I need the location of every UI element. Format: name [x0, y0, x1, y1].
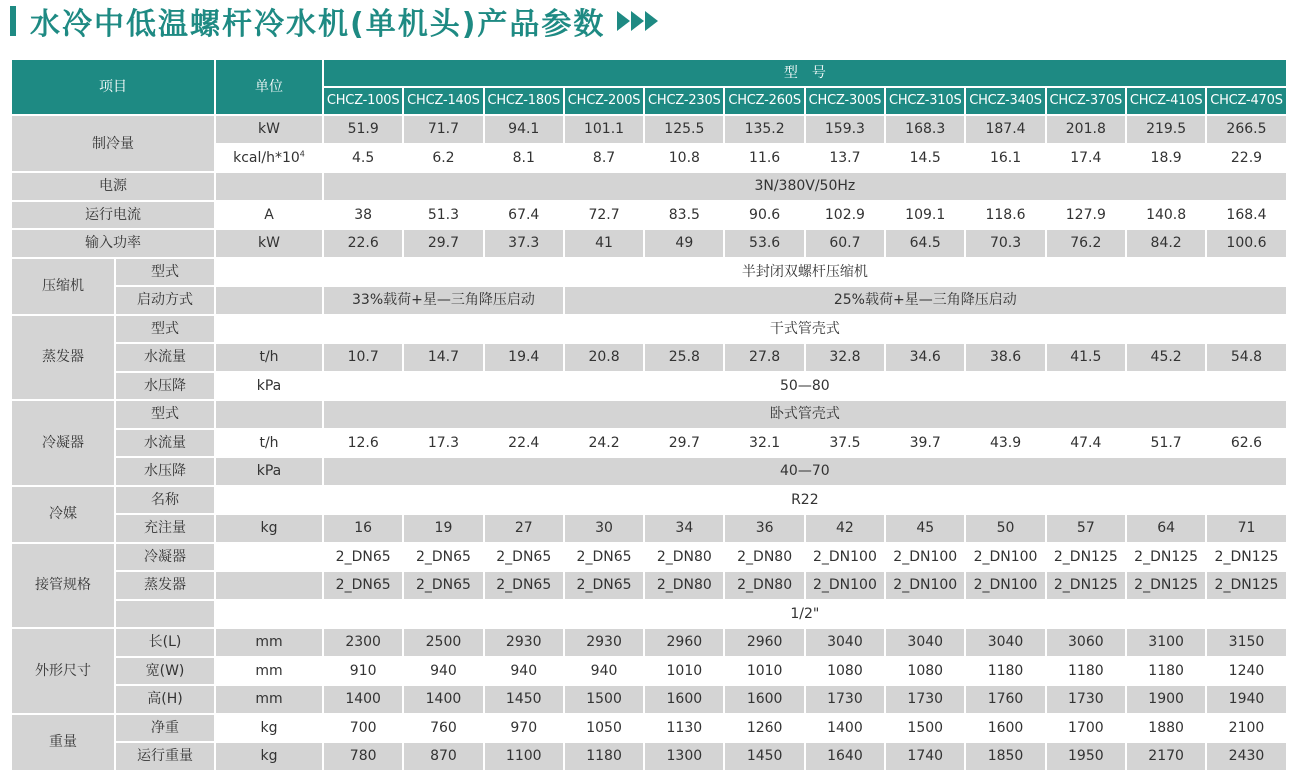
refrigerant-label: 冷媒 — [11, 486, 115, 543]
weight-net-cell: 1600 — [965, 714, 1045, 743]
condenser-flow-cell: 62.6 — [1206, 429, 1286, 458]
piping-cond-cell: 2_DN65 — [323, 543, 403, 572]
condenser-flow-unit: t/h — [215, 429, 323, 458]
current-cell: 72.7 — [564, 201, 644, 230]
dimensions-height-unit: mm — [215, 685, 323, 714]
dimensions-length-cell: 2500 — [403, 628, 483, 657]
refrigerant-charge-label: 充注量 — [115, 514, 215, 543]
condenser-flow-cell: 29.7 — [644, 429, 724, 458]
current-cell: 51.3 — [403, 201, 483, 230]
input-power-cell: 22.6 — [323, 229, 403, 258]
dimensions-height-cell: 1940 — [1206, 685, 1286, 714]
current-cell: 90.6 — [724, 201, 804, 230]
refrigerant-charge-cell: 45 — [885, 514, 965, 543]
compressor-start-label: 启动方式 — [115, 286, 215, 315]
weight-net-cell: 2100 — [1206, 714, 1286, 743]
model-header-cell: CHCZ-230S — [644, 87, 724, 115]
dimensions-height-cell: 1400 — [323, 685, 403, 714]
refrigerant-charge-cell: 42 — [805, 514, 885, 543]
title-accent-bar — [10, 6, 16, 36]
piping-cond-cell: 2_DN100 — [885, 543, 965, 572]
model-header-cell: CHCZ-100S — [323, 87, 403, 115]
dimensions-length-cell: 3040 — [885, 628, 965, 657]
compressor-start-unit — [215, 286, 323, 315]
condenser-flow-cell: 43.9 — [965, 429, 1045, 458]
piping-evap-cell: 2_DN125 — [1126, 571, 1206, 600]
dimensions-length-cell: 2300 — [323, 628, 403, 657]
condenser-flow-cell: 22.4 — [484, 429, 564, 458]
piping-cond-cell: 2_DN125 — [1206, 543, 1286, 572]
evaporator-flow-cell: 32.8 — [805, 343, 885, 372]
evaporator-flow-cell: 20.8 — [564, 343, 644, 372]
input-power-cell: 41 — [564, 229, 644, 258]
evaporator-flow-cell: 34.6 — [885, 343, 965, 372]
refrigerant-charge-cell: 27 — [484, 514, 564, 543]
condenser-flow-cell: 32.1 — [724, 429, 804, 458]
cooling-kw-cell: 159.3 — [805, 115, 885, 144]
input-power-cell: 76.2 — [1046, 229, 1126, 258]
refrigerant-charge-cell: 16 — [323, 514, 403, 543]
evaporator-flow-cell: 14.7 — [403, 343, 483, 372]
condenser-drop-value: 40—70 — [323, 457, 1287, 486]
weight-run-cell: 1450 — [724, 742, 804, 771]
current-cell: 38 — [323, 201, 403, 230]
cooling-kcal-cell: 10.8 — [644, 144, 724, 173]
weight-run-cell: 1740 — [885, 742, 965, 771]
dimensions-width-cell: 1010 — [644, 657, 724, 686]
weight-net-cell: 1880 — [1126, 714, 1206, 743]
cooling-kcal-cell: 14.5 — [885, 144, 965, 173]
dimensions-width-cell: 1240 — [1206, 657, 1286, 686]
dimensions-length-cell: 2960 — [724, 628, 804, 657]
model-header-cell: CHCZ-260S — [724, 87, 804, 115]
cooling-kcal-cell: 4.5 — [323, 144, 403, 173]
dimensions-height-cell: 1730 — [885, 685, 965, 714]
dimensions-length-label: 长(L) — [115, 628, 215, 657]
piping-evap-cell: 2_DN65 — [323, 571, 403, 600]
condenser-flow-label: 水流量 — [115, 429, 215, 458]
evaporator-flow-cell: 27.8 — [724, 343, 804, 372]
weight-net-cell: 970 — [484, 714, 564, 743]
dimensions-height-cell: 1730 — [1046, 685, 1126, 714]
dimensions-height-cell: 1730 — [805, 685, 885, 714]
dimensions-width-cell: 910 — [323, 657, 403, 686]
model-header-cell: CHCZ-370S — [1046, 87, 1126, 115]
input-power-cell: 49 — [644, 229, 724, 258]
dimensions-width-cell: 940 — [564, 657, 644, 686]
condenser-label: 冷凝器 — [11, 400, 115, 486]
evaporator-flow-cell: 19.4 — [484, 343, 564, 372]
weight-run-unit: kg — [215, 742, 323, 771]
condenser-flow-cell: 47.4 — [1046, 429, 1126, 458]
compressor-start-a: 33%载荷+星—三角降压启动 — [323, 286, 564, 315]
current-cell: 140.8 — [1126, 201, 1206, 230]
piping-evap-cell: 2_DN125 — [1046, 571, 1126, 600]
refrigerant-charge-cell: 57 — [1046, 514, 1126, 543]
condenser-type-label: 型式 — [115, 400, 215, 429]
condenser-flow-cell: 17.3 — [403, 429, 483, 458]
condenser-flow-cell: 39.7 — [885, 429, 965, 458]
cooling-kcal-cell: 17.4 — [1046, 144, 1126, 173]
cooling-kw-unit: kW — [215, 115, 323, 144]
cooling-kw-cell: 94.1 — [484, 115, 564, 144]
compressor-type-unit — [215, 258, 323, 287]
input-power-cell: 29.7 — [403, 229, 483, 258]
current-cell: 109.1 — [885, 201, 965, 230]
dimensions-height-cell: 1600 — [644, 685, 724, 714]
piping-evap-cell: 2_DN65 — [484, 571, 564, 600]
dimensions-length-unit: mm — [215, 628, 323, 657]
condenser-type-unit — [215, 400, 323, 429]
condenser-flow-cell: 37.5 — [805, 429, 885, 458]
dimensions-width-cell: 1180 — [965, 657, 1045, 686]
model-header-cell: CHCZ-340S — [965, 87, 1045, 115]
weight-net-unit: kg — [215, 714, 323, 743]
header-unit: 单位 — [215, 59, 323, 115]
cooling-kw-cell: 125.5 — [644, 115, 724, 144]
evaporator-type-value: 干式管壳式 — [323, 315, 1287, 344]
input-power-cell: 37.3 — [484, 229, 564, 258]
weight-run-cell: 1180 — [564, 742, 644, 771]
input-power-cell: 70.3 — [965, 229, 1045, 258]
weight-run-cell: 1640 — [805, 742, 885, 771]
refrigerant-name-value: R22 — [323, 486, 1287, 515]
evaporator-flow-unit: t/h — [215, 343, 323, 372]
piping-cond-cell: 2_DN65 — [564, 543, 644, 572]
dimensions-width-cell: 1080 — [885, 657, 965, 686]
piping-evap-unit — [215, 571, 323, 600]
dimensions-height-cell: 1450 — [484, 685, 564, 714]
evaporator-flow-label: 水流量 — [115, 343, 215, 372]
cooling-kw-cell: 187.4 — [965, 115, 1045, 144]
dimensions-height-cell: 1600 — [724, 685, 804, 714]
current-cell: 168.4 — [1206, 201, 1286, 230]
spec-table — [10, 58, 1288, 772]
dimensions-height-cell: 1900 — [1126, 685, 1206, 714]
weight-run-cell: 1100 — [484, 742, 564, 771]
input-power-unit: kW — [215, 229, 323, 258]
current-cell: 67.4 — [484, 201, 564, 230]
cooling-kw-cell: 51.9 — [323, 115, 403, 144]
piping-cond-cell: 2_DN125 — [1126, 543, 1206, 572]
refrigerant-name-label: 名称 — [115, 486, 215, 515]
refrigerant-name-unit — [215, 486, 323, 515]
page-title-bar — [10, 0, 659, 42]
cooling-kcal-cell: 16.1 — [965, 144, 1045, 173]
cooling-kw-cell: 71.7 — [403, 115, 483, 144]
condenser-type-value: 卧式管壳式 — [323, 400, 1287, 429]
evaporator-flow-cell: 54.8 — [1206, 343, 1286, 372]
weight-run-cell: 1300 — [644, 742, 724, 771]
input-power-cell: 100.6 — [1206, 229, 1286, 258]
refrigerant-charge-cell: 34 — [644, 514, 724, 543]
cooling-kcal-cell: 11.6 — [724, 144, 804, 173]
dimensions-height-cell: 1400 — [403, 685, 483, 714]
dimensions-length-cell: 3060 — [1046, 628, 1126, 657]
current-cell: 102.9 — [805, 201, 885, 230]
header-item: 项目 — [11, 59, 215, 115]
dimensions-width-cell: 940 — [484, 657, 564, 686]
dimensions-length-cell: 3100 — [1126, 628, 1206, 657]
cooling-kw-cell: 135.2 — [724, 115, 804, 144]
weight-net-cell: 1260 — [724, 714, 804, 743]
dimensions-length-cell: 3040 — [805, 628, 885, 657]
input-power-cell: 64.5 — [885, 229, 965, 258]
piping-evap-cell: 2_DN80 — [724, 571, 804, 600]
weight-label: 重量 — [11, 714, 115, 771]
dimensions-length-cell: 3150 — [1206, 628, 1286, 657]
weight-net-cell: 1050 — [564, 714, 644, 743]
condenser-flow-cell: 24.2 — [564, 429, 644, 458]
cooling-kw-cell: 168.3 — [885, 115, 965, 144]
piping-cond-cell: 2_DN125 — [1046, 543, 1126, 572]
weight-net-cell: 1500 — [885, 714, 965, 743]
dimensions-length-cell: 2960 — [644, 628, 724, 657]
piping-cond-cell: 2_DN80 — [644, 543, 724, 572]
piping-evap-cell: 2_DN65 — [564, 571, 644, 600]
dimensions-label: 外形尺寸 — [11, 628, 115, 714]
cooling-kcal-cell: 8.1 — [484, 144, 564, 173]
model-header-cell: CHCZ-410S — [1126, 87, 1206, 115]
piping-evap-label: 蒸发器 — [115, 571, 215, 600]
weight-run-cell: 2430 — [1206, 742, 1286, 771]
current-cell: 118.6 — [965, 201, 1045, 230]
evaporator-flow-cell: 38.6 — [965, 343, 1045, 372]
current-unit: A — [215, 201, 323, 230]
refrigerant-charge-cell: 64 — [1126, 514, 1206, 543]
power-supply-unit — [215, 172, 323, 201]
dimensions-length-cell: 2930 — [564, 628, 644, 657]
dimensions-width-cell: 1080 — [805, 657, 885, 686]
piping-cond-cell: 2_DN100 — [965, 543, 1045, 572]
weight-run-cell: 870 — [403, 742, 483, 771]
condenser-drop-unit: kPa — [215, 457, 323, 486]
compressor-type-value: 半封闭双螺杆压缩机 — [323, 258, 1287, 287]
model-header-cell: CHCZ-310S — [885, 87, 965, 115]
weight-run-label: 运行重量 — [115, 742, 215, 771]
refrigerant-charge-cell: 36 — [724, 514, 804, 543]
refrigerant-charge-cell: 71 — [1206, 514, 1286, 543]
evaporator-type-unit — [215, 315, 323, 344]
cooling-kcal-cell: 8.7 — [564, 144, 644, 173]
page-title: 水冷中低温螺杆冷水机(单机头)产品参数 — [30, 7, 606, 42]
evaporator-drop-label: 水压降 — [115, 372, 215, 401]
dimensions-width-unit: mm — [215, 657, 323, 686]
piping-cond-label: 冷凝器 — [115, 543, 215, 572]
weight-run-cell: 1850 — [965, 742, 1045, 771]
dimensions-width-cell: 1180 — [1046, 657, 1126, 686]
refrigerant-charge-cell: 50 — [965, 514, 1045, 543]
condenser-drop-label: 水压降 — [115, 457, 215, 486]
condenser-flow-cell: 51.7 — [1126, 429, 1206, 458]
evaporator-flow-cell: 10.7 — [323, 343, 403, 372]
spec-table-wrapper — [10, 58, 1286, 772]
current-cell: 127.9 — [1046, 201, 1126, 230]
model-header-cell: CHCZ-140S — [403, 87, 483, 115]
piping-evap-cell: 2_DN100 — [805, 571, 885, 600]
compressor-label: 压缩机 — [11, 258, 115, 315]
evaporator-flow-cell: 41.5 — [1046, 343, 1126, 372]
piping-third-value: 1/2" — [323, 600, 1287, 629]
evaporator-flow-cell: 45.2 — [1126, 343, 1206, 372]
piping-evap-cell: 2_DN100 — [885, 571, 965, 600]
input-power-cell: 53.6 — [724, 229, 804, 258]
cooling-label: 制冷量 — [11, 115, 215, 172]
dimensions-length-cell: 3040 — [965, 628, 1045, 657]
refrigerant-charge-unit: kg — [215, 514, 323, 543]
piping-cond-cell: 2_DN100 — [805, 543, 885, 572]
weight-net-cell: 1400 — [805, 714, 885, 743]
dimensions-width-cell: 940 — [403, 657, 483, 686]
evaporator-drop-value: 50—80 — [323, 372, 1287, 401]
dimensions-height-cell: 1760 — [965, 685, 1045, 714]
model-header-cell: CHCZ-200S — [564, 87, 644, 115]
weight-net-cell: 760 — [403, 714, 483, 743]
evaporator-type-label: 型式 — [115, 315, 215, 344]
weight-run-cell: 780 — [323, 742, 403, 771]
piping-third-unit — [215, 600, 323, 629]
weight-run-cell: 2170 — [1126, 742, 1206, 771]
piping-cond-cell: 2_DN65 — [403, 543, 483, 572]
current-label: 运行电流 — [11, 201, 215, 230]
piping-evap-cell: 2_DN65 — [403, 571, 483, 600]
piping-cond-cell: 2_DN65 — [484, 543, 564, 572]
piping-cond-unit — [215, 543, 323, 572]
weight-run-cell: 1950 — [1046, 742, 1126, 771]
power-supply-value: 3N/380V/50Hz — [323, 172, 1287, 201]
input-power-cell: 84.2 — [1126, 229, 1206, 258]
input-power-cell: 60.7 — [805, 229, 885, 258]
weight-net-cell: 1700 — [1046, 714, 1126, 743]
piping-evap-cell: 2_DN125 — [1206, 571, 1286, 600]
piping-label: 接管规格 — [11, 543, 115, 629]
refrigerant-charge-cell: 19 — [403, 514, 483, 543]
dimensions-length-cell: 2930 — [484, 628, 564, 657]
dimensions-height-label: 高(H) — [115, 685, 215, 714]
triple-chevron-icon — [617, 11, 659, 31]
power-supply-label: 电源 — [11, 172, 215, 201]
weight-net-cell: 700 — [323, 714, 403, 743]
cooling-kcal-cell: 22.9 — [1206, 144, 1286, 173]
compressor-start-b: 25%载荷+星—三角降压启动 — [564, 286, 1287, 315]
piping-evap-cell: 2_DN100 — [965, 571, 1045, 600]
dimensions-height-cell: 1500 — [564, 685, 644, 714]
evaporator-drop-unit: kPa — [215, 372, 323, 401]
cooling-kcal-unit: kcal/$h*10^4$ — [215, 144, 323, 173]
condenser-flow-cell: 12.6 — [323, 429, 403, 458]
model-header-cell: CHCZ-470S — [1206, 87, 1286, 115]
dimensions-width-label: 宽(W) — [115, 657, 215, 686]
weight-net-cell: 1130 — [644, 714, 724, 743]
dimensions-width-cell: 1180 — [1126, 657, 1206, 686]
cooling-kw-cell: 101.1 — [564, 115, 644, 144]
evaporator-label: 蒸发器 — [11, 315, 115, 401]
cooling-kw-cell: 201.8 — [1046, 115, 1126, 144]
piping-cond-cell: 2_DN80 — [724, 543, 804, 572]
dimensions-width-cell: 1010 — [724, 657, 804, 686]
cooling-kcal-cell: 13.7 — [805, 144, 885, 173]
input-power-label: 输入功率 — [11, 229, 215, 258]
cooling-kcal-cell: 6.2 — [403, 144, 483, 173]
evaporator-flow-cell: 25.8 — [644, 343, 724, 372]
compressor-type-label: 型式 — [115, 258, 215, 287]
weight-net-label: 净重 — [115, 714, 215, 743]
piping-third-label — [115, 600, 215, 629]
model-header-cell: CHCZ-300S — [805, 87, 885, 115]
piping-evap-cell: 2_DN80 — [644, 571, 724, 600]
cooling-kw-cell: 266.5 — [1206, 115, 1286, 144]
model-header-cell: CHCZ-180S — [484, 87, 564, 115]
cooling-kcal-cell: 18.9 — [1126, 144, 1206, 173]
refrigerant-charge-cell: 30 — [564, 514, 644, 543]
cooling-kw-cell: 219.5 — [1126, 115, 1206, 144]
current-cell: 83.5 — [644, 201, 724, 230]
header-model-group: 型 号 — [323, 59, 1287, 87]
